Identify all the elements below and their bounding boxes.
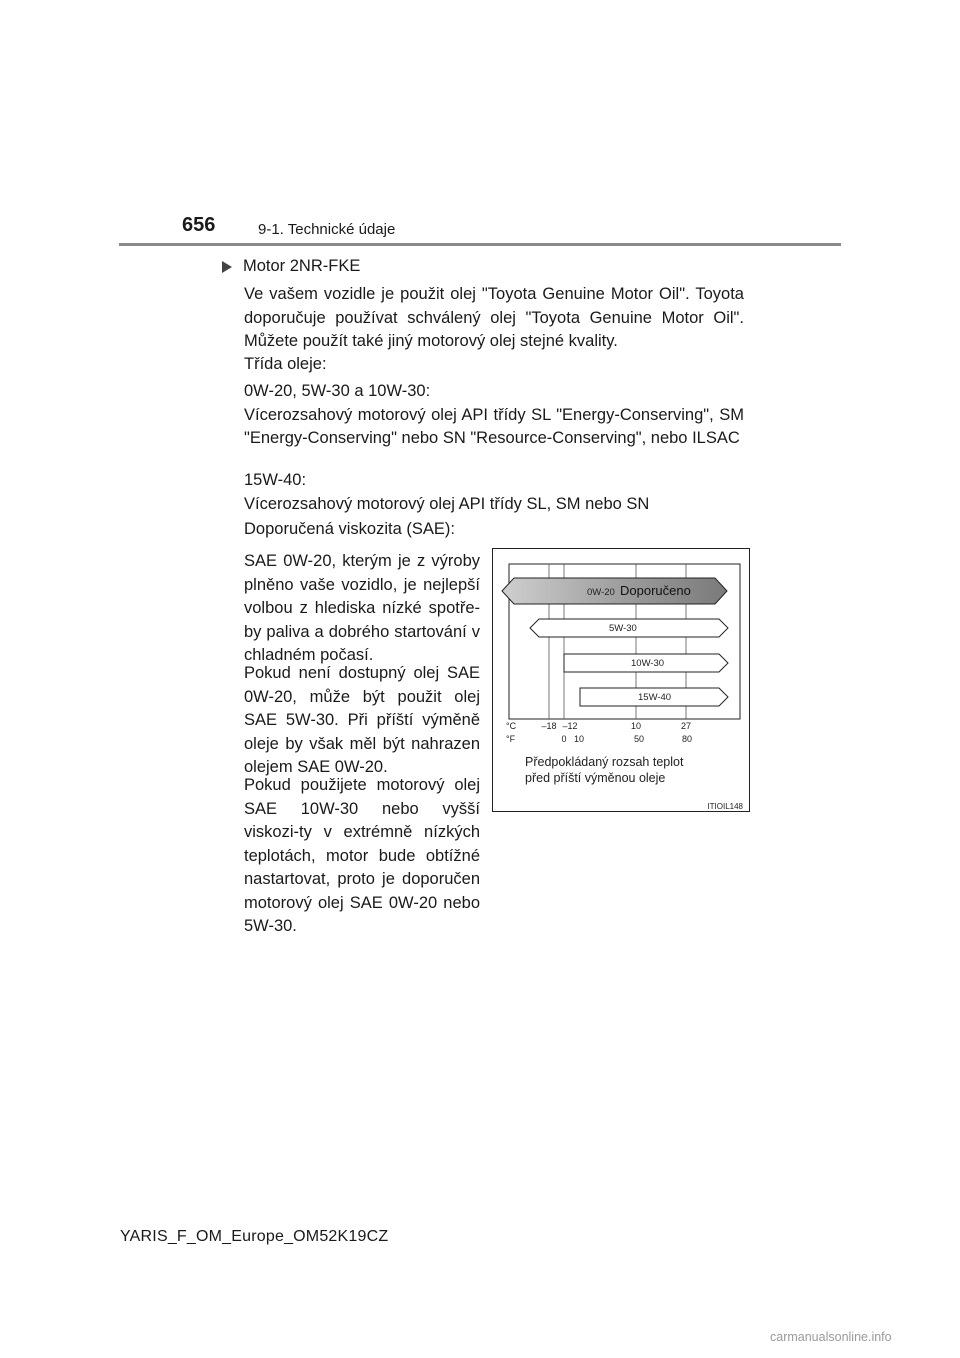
oil-class-block-2 <box>244 469 744 516</box>
tick-f-10: 10 <box>573 734 585 744</box>
chart-caption-line-1: Předpokládaný rozsah teplot <box>525 755 684 769</box>
unit-celsius: °C <box>506 721 517 731</box>
bar-5w30-label: 5W-30 <box>609 623 637 634</box>
engine-heading <box>222 257 360 276</box>
bar-10w30-label: 10W-30 <box>631 658 665 669</box>
oil-class-1-grades: 0W-20, 5W-30 a 10W-30: <box>244 382 431 400</box>
header-divider <box>119 243 841 246</box>
tick-c-minus18: –18 <box>541 721 557 731</box>
oil-class-1-spec: Vícerozsahový motorový olej API třídy SL "Energy-Conserving", SM "Energy-Conserving" nebo SN "Resource-Conserving", nebo ILSAC <box>244 405 744 447</box>
tick-f-0: 0 <box>561 734 567 744</box>
watermark: carmanualsonline.info <box>770 1330 892 1344</box>
tick-c-27: 27 <box>680 721 692 731</box>
oil-class-2-spec: Vícerozsahový motorový olej API třídy SL, SM nebo SN <box>244 494 650 513</box>
tick-f-80: 80 <box>681 734 693 744</box>
triangle-bullet-icon <box>222 261 232 273</box>
unit-fahrenheit: °F <box>506 734 516 744</box>
intro-paragraph: Ve vašem vozidle je použit olej "Toyota Genuine Motor Oil". Toyota doporučuje používat schválený olej "Toyota Genuine Motor Oil". Můžete použít také jiný motorový olej stejné kvality. <box>244 285 744 350</box>
section-title: 9-1. Technické údaje <box>258 221 396 238</box>
chart-caption-line-2: před příští výměnou oleje <box>525 771 666 785</box>
tick-c-10: 10 <box>630 721 642 731</box>
bar-15w40-label: 15W-40 <box>638 692 672 703</box>
bar-0w20-grade: 0W-20 <box>587 587 615 598</box>
bar-0w20-recommended-label: Doporučeno <box>620 583 691 598</box>
tick-f-50: 50 <box>633 734 645 744</box>
oil-class-label: Třída oleje: <box>244 355 327 373</box>
viscosity-paragraph-2: Pokud není dostupný olej SAE 0W-20, může být použit olej SAE 5W-30. Při příští výměně oleje by však měl být nahrazen olejem SAE 0W-20. <box>244 664 480 776</box>
oil-class-2-grades: 15W-40: <box>244 471 307 489</box>
engine-heading-text: Motor 2NR-FKE <box>243 257 361 275</box>
tick-c-minus12: –12 <box>562 721 578 731</box>
figure-code: ITIOIL148 <box>707 802 743 811</box>
oil-class-block-1 <box>244 380 744 451</box>
document-code: YARIS_F_OM_Europe_OM52K19CZ <box>120 1228 389 1245</box>
viscosity-label: Doporučená viskozita (SAE): <box>244 520 455 538</box>
viscosity-paragraph-1: SAE 0W-20, kterým je z výroby plněno vaše vozidlo, je nejlepší volbou z hlediska nízké spotře-by paliva a dobrého startování v chladném počasí. <box>244 552 480 664</box>
page-number: 656 <box>182 214 216 236</box>
viscosity-chart-figure <box>492 548 750 812</box>
viscosity-paragraph-3: Pokud použijete motorový olej SAE 10W-30 nebo vyšší viskozi-ty v extrémně nízkých teplotách, motor bude obtížné nastartovat, proto je doporučen motorový olej SAE 0W-20 nebo 5W-30. <box>244 776 480 935</box>
